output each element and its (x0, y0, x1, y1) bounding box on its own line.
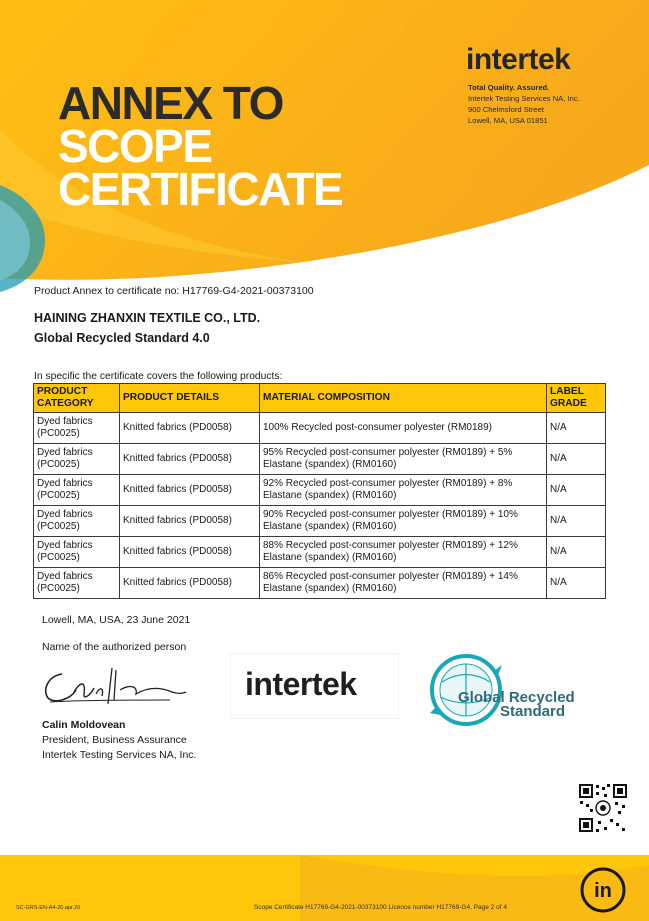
signer-title: President, Business Assurance (42, 734, 187, 746)
cell-grade: N/A (547, 475, 606, 506)
tagline: Total Quality. Assured. (468, 83, 550, 92)
title-line-3: CERTIFICATE (58, 163, 343, 215)
cell-composition: 92% Recycled post-consumer polyester (RM0189) + 8% Elastane (spandex) (RM0160) (260, 475, 547, 506)
cell-details: Knitted fabrics (PD0058) (120, 413, 260, 444)
table-row (34, 475, 606, 506)
qr-code[interactable] (578, 783, 628, 833)
intertek-in-badge-icon (579, 866, 627, 914)
table-row (34, 568, 606, 599)
cell-grade: N/A (547, 568, 606, 599)
grs-line-2: Standard (500, 703, 566, 720)
address-line-3: Lowell, MA, USA 01851 (468, 116, 548, 125)
cell-details: Knitted fabrics (PD0058) (120, 444, 260, 475)
signer-name: Calin Moldovean (42, 719, 126, 731)
cell-composition: 90% Recycled post-consumer polyester (RM0189) + 10% Elastane (spandex) (RM0160) (260, 506, 547, 537)
title-line-1: ANNEX TO (58, 77, 283, 129)
cell-composition: 88% Recycled post-consumer polyester (RM0189) + 12% Elastane (spandex) (RM0160) (260, 537, 547, 568)
cell-category: Dyed fabrics (PC0025) (34, 537, 120, 568)
header-label-grade: LABEL GRADE (547, 384, 606, 413)
cell-grade: N/A (547, 413, 606, 444)
cell-category: Dyed fabrics (PC0025) (34, 444, 120, 475)
cell-category: Dyed fabrics (PC0025) (34, 413, 120, 444)
cell-composition: 95% Recycled post-consumer polyester (RM0189) + 5% Elastane (spandex) (RM0160) (260, 444, 547, 475)
cell-details: Knitted fabrics (PD0058) (120, 506, 260, 537)
cell-details: Knitted fabrics (PD0058) (120, 537, 260, 568)
company-name: HAINING ZHANXIN TEXTILE CO., LTD. (34, 311, 261, 325)
cell-grade: N/A (547, 506, 606, 537)
authorized-person-label: Name of the authorized person (42, 641, 187, 653)
intertek-logo: intertek (245, 666, 357, 702)
cell-category: Dyed fabrics (PC0025) (34, 475, 120, 506)
header-product-category: PRODUCT CATEGORY (34, 384, 120, 413)
footer-reference: Scope Certificate H17769-G4-2021-00373100 Licence number H17769-G4, Page 2 of 4 (254, 904, 507, 911)
standard-name: Global Recycled Standard 4.0 (34, 331, 210, 345)
grs-line-1: Global Recycled (458, 689, 575, 706)
form-code: SC-GRS-EN-A4-20.apr.20 (16, 905, 81, 911)
address-line-1: Intertek Testing Services NA, Inc. (468, 94, 580, 103)
table-row (34, 444, 606, 475)
svg-text:in: in (594, 880, 612, 902)
header-material-composition: MATERIAL COMPOSITION (260, 384, 547, 413)
intro-text: In specific the certificate covers the following products: (34, 371, 283, 382)
products-table (33, 383, 606, 599)
footer-band (0, 855, 649, 921)
global-recycled-standard-logo (428, 647, 608, 732)
cell-grade: N/A (547, 444, 606, 475)
header-product-details: PRODUCT DETAILS (120, 384, 260, 413)
table-row (34, 413, 606, 444)
cell-details: Knitted fabrics (PD0058) (120, 568, 260, 599)
cell-composition: 100% Recycled post-consumer polyester (RM0189) (260, 413, 547, 444)
cell-category: Dyed fabrics (PC0025) (34, 506, 120, 537)
annex-certificate-number: Product Annex to certificate no: H17769-G4-2021-00373100 (34, 285, 314, 297)
cell-grade: N/A (547, 537, 606, 568)
table-row (34, 537, 606, 568)
title-line-2: SCOPE (58, 120, 212, 172)
intertek-header-logo: intertek (466, 43, 571, 76)
table-header-row (34, 384, 606, 413)
cell-composition: 86% Recycled post-consumer polyester (RM0189) + 14% Elastane (spandex) (RM0160) (260, 568, 547, 599)
address-line-2: 900 Chelmsford Street (468, 105, 544, 114)
table-row (34, 506, 606, 537)
cell-category: Dyed fabrics (PC0025) (34, 568, 120, 599)
place-date: Lowell, MA, USA, 23 June 2021 (42, 614, 191, 626)
signer-organization: Intertek Testing Services NA, Inc. (42, 749, 197, 761)
cell-details: Knitted fabrics (PD0058) (120, 475, 260, 506)
signature-image (40, 660, 190, 708)
